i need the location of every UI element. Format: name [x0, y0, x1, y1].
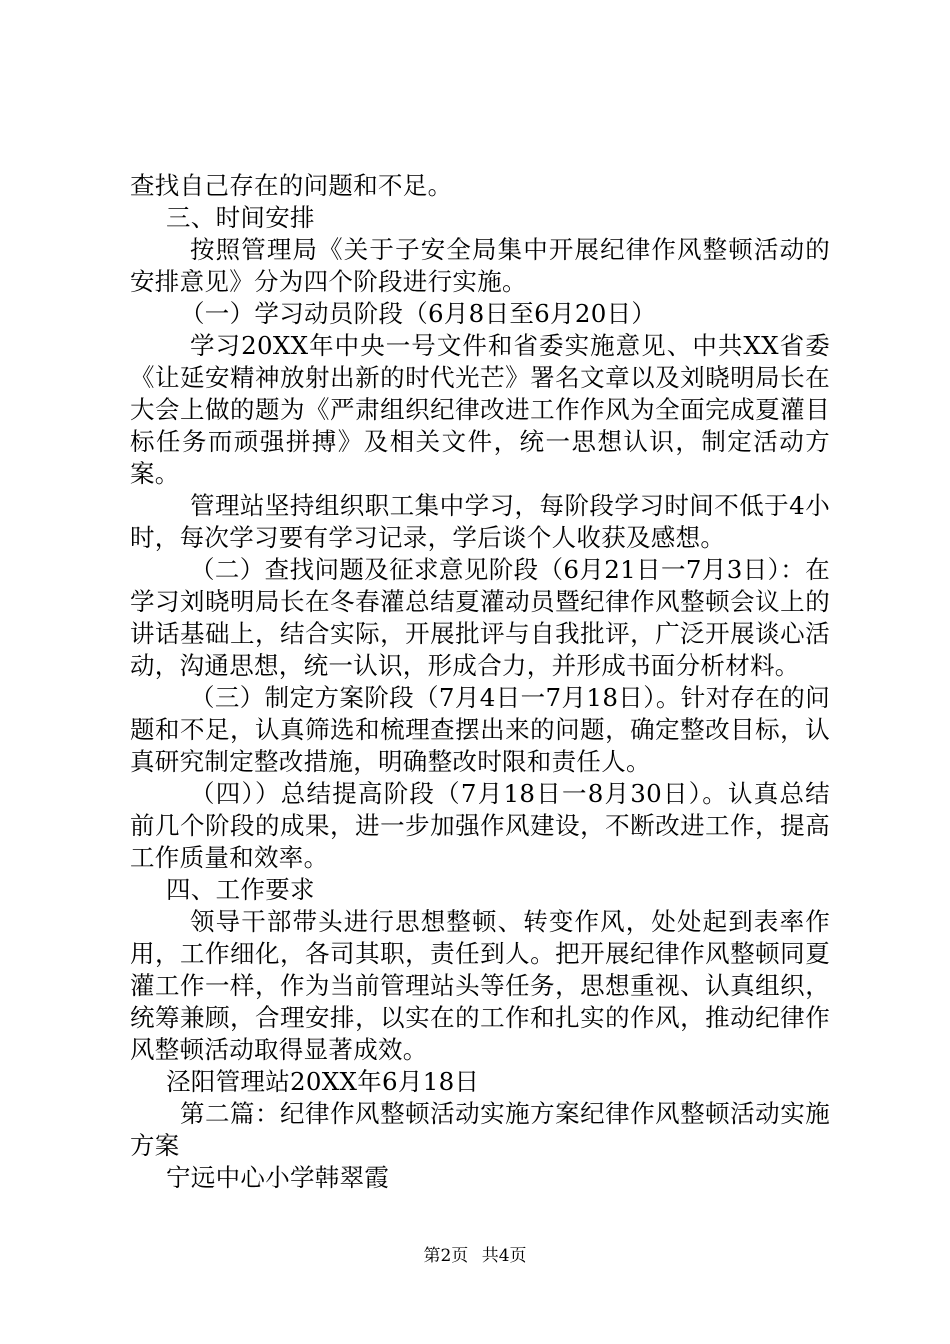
- page-total: 共4页: [481, 1246, 527, 1266]
- paragraph-intro-stages: 按照管理局《关于子安全局集中开展纪律作风整顿活动的安排意见》分为四个阶段进行实施。: [130, 235, 830, 296]
- paragraph-continuation: 查找自己存在的问题和不足。: [130, 171, 453, 200]
- section-heading-time-schedule: 三、时间安排: [166, 203, 315, 232]
- paragraph-stage-2: （二）查找问题及征求意见阶段（6月21日一7月3日）：在学习刘晓明局长在冬春灌总结夏灌动员暨纪律作风整顿会议上的讲话基础上，结合实际，开展批评与自我批评，广泛开展谈心活动，沟通思想，统一认识，形成合力，并形成书面分析材料。: [130, 555, 830, 680]
- document-body: [130, 170, 830, 1194]
- section-heading-work-requirements: 四、工作要求: [166, 875, 315, 904]
- signature-date-line: 泾阳管理站20XX年6月18日: [166, 1067, 480, 1096]
- chapter-title-second: 第二篇：纪律作风整顿活动实施方案纪律作风整顿活动实施方案: [130, 1099, 830, 1160]
- stage-heading-1: （一）学习动员阶段（6月8日至6月20日）: [180, 299, 657, 328]
- paragraph-stage-3: （三）制定方案阶段（7月4日一7月18日）。针对存在的问题和不足，认真筛选和梳理查摆出来的问题，确定整改目标，认真研究制定整改措施，明确整改时限和责任人。: [130, 683, 830, 776]
- paragraph-stage-1-study: 学习20XX年中央一号文件和省委实施意见、中共XX省委《让延安精神放射出新的时代光芒》署名文章以及刘晓明局长在大会上做的题为《严肃组织纪律改进工作作风为全面完成夏灌目标任务而顽强拼搏》及相关文件，统一思想认识，制定活动方案。: [130, 331, 830, 488]
- page-footer: [0, 1246, 950, 1266]
- page-number: 第2页: [423, 1246, 469, 1266]
- author-line: 宁远中心小学韩翠霞: [166, 1163, 390, 1192]
- paragraph-stage-1-requirements: 管理站坚持组织职工集中学习，每阶段学习时间不低于4小时，每次学习要有学习记录，学后谈个人收获及感想。: [130, 491, 830, 552]
- paragraph-stage-4: （四））总结提高阶段（7月18日一8月30日）。认真总结前几个阶段的成果，进一步加强作风建设，不断改进工作，提高工作质量和效率。: [130, 779, 830, 872]
- paragraph-work-requirements: 领导干部带头进行思想整顿、转变作风，处处起到表率作用，工作细化，各司其职，责任到人。把开展纪律作风整顿同夏灌工作一样，作为当前管理站头等任务，思想重视、认真组织，统筹兼顾，合理安排，以实在的工作和扎实的作风，推动纪律作风整顿活动取得显著成效。: [130, 907, 830, 1064]
